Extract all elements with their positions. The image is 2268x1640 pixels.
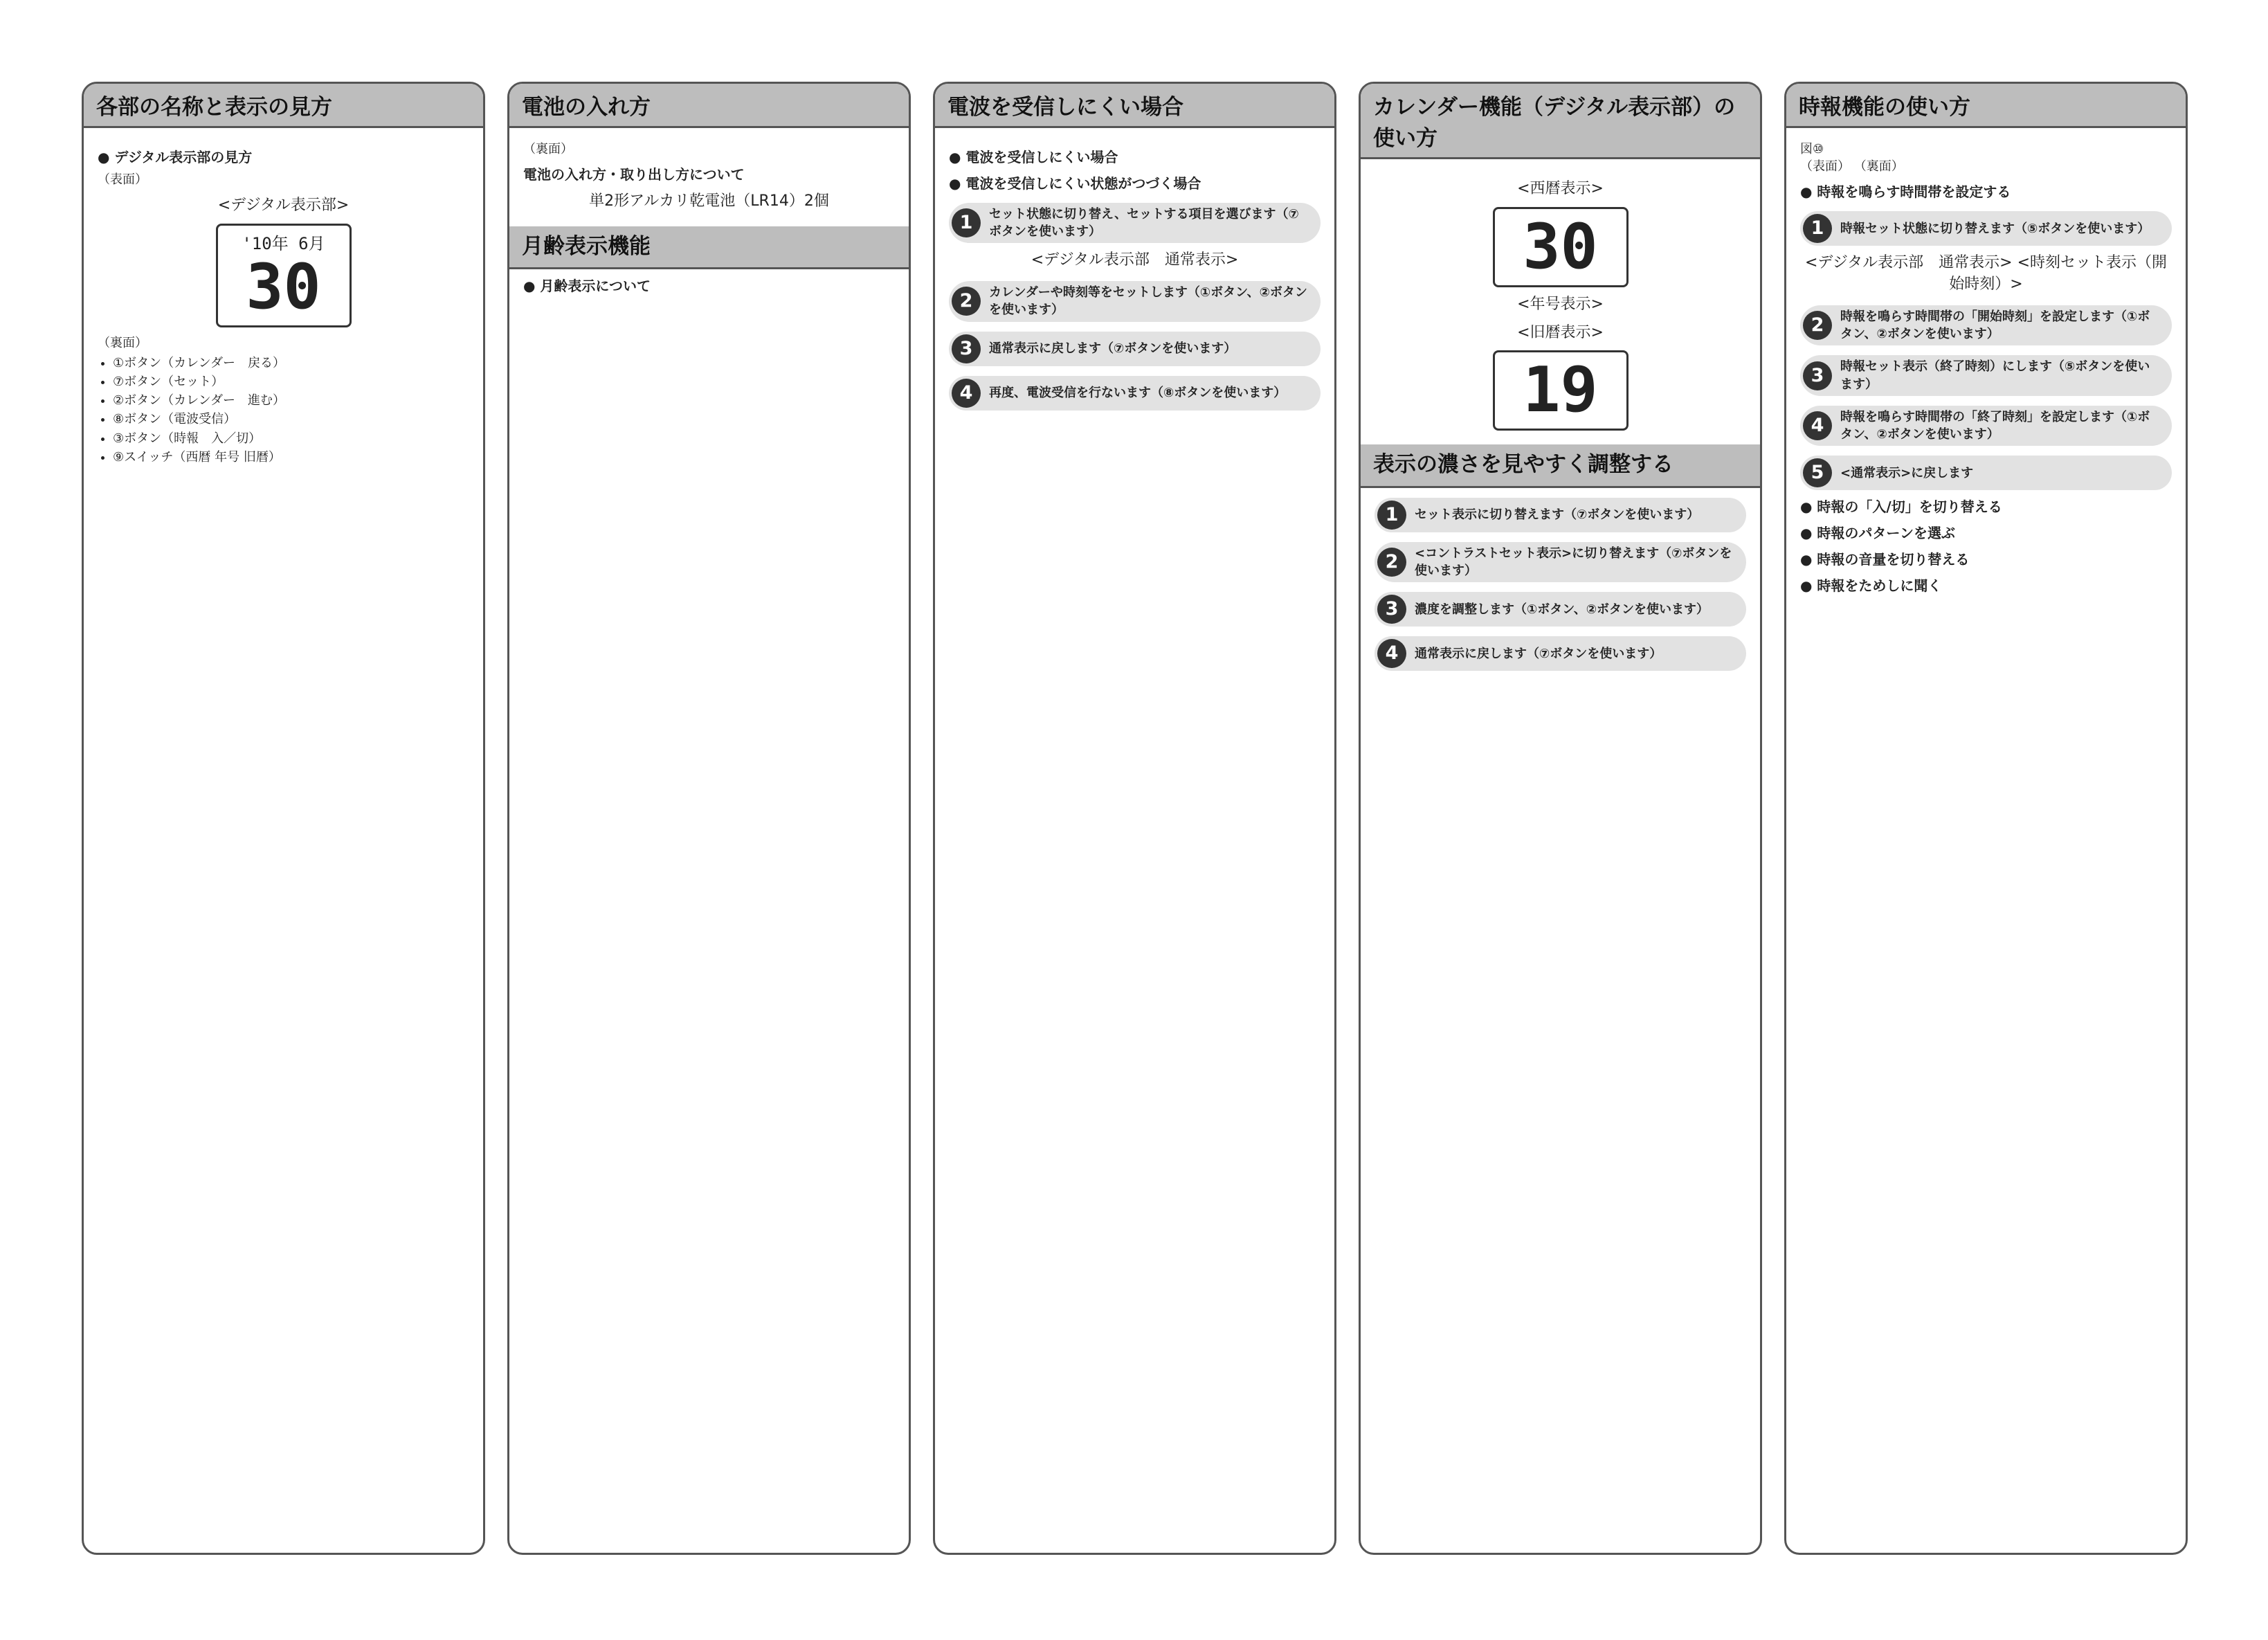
step-text: 通常表示に戻します（⑦ボタンを使います） (989, 341, 1237, 356)
section-body (1786, 128, 2186, 612)
step-text: <コントラストセット表示>に切り替えます（⑦ボタンを使います） (1415, 546, 1732, 578)
front-label: （表面） (1800, 159, 1850, 174)
section-header: 電池の入れ方 (509, 84, 909, 128)
step-2: 2 時報を鳴らす時間帯の「開始時刻」を設定します（①ボタン、②ボタンを使います） (1800, 305, 2172, 345)
battery-title: 電池の入れ方・取り出し方について (523, 166, 745, 183)
contrast-header: 表示の濃さを見やすく調整する (1361, 444, 1760, 487)
step-5: 5 <通常表示>に戻します (1800, 456, 2172, 490)
step-text: 時報を鳴らす時間帯の「終了時刻」を設定します（①ボタン、②ボタンを使います） (1840, 409, 2150, 442)
button-desc: • ⑧ボタン（電波受信） (113, 411, 469, 428)
back-label: （裏面） (523, 142, 573, 156)
button-desc: • ②ボタン（カレンダー 進む） (113, 392, 469, 409)
step-text: 時報を鳴らす時間帯の「開始時刻」を設定します（①ボタン、②ボタンを使います） (1840, 309, 2150, 342)
step-text: 時報セット状態に切り替えます（⑤ボタンを使います） (1840, 221, 2150, 236)
button-list (113, 354, 469, 466)
battery-type: 単2形アルカリ乾電池（LR14）2個 (589, 192, 829, 210)
step-4: 4 時報を鳴らす時間帯の「終了時刻」を設定します（①ボタン、②ボタンを使います） (1800, 406, 2172, 446)
normal-label: <デジタル表示部 通常表示> (1805, 254, 2013, 272)
subtitle: ● 電波を受信しにくい場合 (949, 149, 1118, 165)
step-text: 再度、電波受信を行ないます（⑧ボタンを使います） (989, 385, 1287, 400)
button-desc: • ⑨スイッチ（西暦 年号 旧暦） (113, 449, 469, 466)
column-calendar (1359, 82, 1762, 1555)
subtitle: ● 時報を鳴らす時間帯を設定する (1800, 183, 2011, 201)
button-desc: • ①ボタン（カレンダー 戻る） (113, 354, 469, 372)
section-body (84, 128, 483, 484)
subtitle: ● 時報のパターンを選ぶ (1800, 525, 1956, 542)
step-text: <通常表示>に戻します (1840, 465, 1974, 480)
lunar-label: <旧暦表示> (1517, 323, 1604, 341)
column-reception (933, 82, 1336, 1555)
lcd-day: 19 (1523, 354, 1598, 427)
step-1: 1 時報セット状態に切り替えます（⑤ボタンを使います） (1800, 211, 2172, 246)
step-text: セット状態に切り替え、セットする項目を選びます（⑦ボタンを使います） (989, 207, 1299, 240)
subtitle: ● 時報の音量を切り替える (1800, 551, 1970, 568)
moon-header: 月齢表示機能 (509, 226, 909, 269)
column-battery (507, 82, 911, 1555)
step-text: カレンダーや時刻等をセットします（①ボタン、②ボタンを使います） (989, 285, 1307, 318)
step-4: 4 再度、電波受信を行ないます（⑧ボタンを使います） (949, 376, 1321, 411)
button-desc: • ③ボタン（時報 入／切） (113, 430, 469, 447)
subtitle: ● デジタル表示部の見方 (98, 149, 253, 165)
start-label: <時刻セット表示（開始時刻）> (1949, 254, 2167, 294)
contrast-step-3: 3 濃度を調整します（①ボタン、②ボタンを使います） (1375, 592, 1746, 627)
subtitle: ● 時報の「入/切」を切り替える (1800, 498, 2002, 516)
western-label: <西暦表示> (1517, 180, 1604, 197)
section-header: 電波を受信しにくい場合 (935, 84, 1334, 128)
normal-label: <デジタル表示部 通常表示> (1031, 251, 1239, 269)
step-2: 2 カレンダーや時刻等をセットします（①ボタン、②ボタンを使います） (949, 281, 1321, 321)
subtitle: ● 時報をためしに聞く (1800, 577, 1942, 595)
back-label: （裏面） (1853, 159, 1904, 174)
button-desc: • ⑦ボタン（セット） (113, 373, 469, 390)
lcd-lunar (1493, 350, 1629, 431)
step-3: 3 時報セット表示（終了時刻）にします（⑤ボタンを使います） (1800, 355, 2172, 395)
section-body (509, 128, 909, 312)
fig-label: 図⑩ (1800, 142, 1824, 156)
era-label: <年号表示> (1517, 295, 1604, 313)
contrast-step-2: 2 <コントラストセット表示>に切り替えます（⑦ボタンを使います） (1375, 542, 1746, 582)
lcd-year: '10年 (242, 233, 289, 253)
column-parts-names (82, 82, 485, 1555)
lcd-western (1493, 207, 1629, 287)
section-header: カレンダー機能（デジタル表示部）の使い方 (1361, 84, 1760, 159)
section-header: 時報機能の使い方 (1786, 84, 2186, 128)
subtitle: ● 電波を受信しにくい状態がつづく場合 (949, 175, 1201, 192)
back-label: （裏面） (98, 335, 147, 350)
step-text: 濃度を調整します（①ボタン、②ボタンを使います） (1415, 602, 1709, 617)
step-1: 1 セット状態に切り替え、セットする項目を選びます（⑦ボタンを使います） (949, 203, 1321, 243)
step-text: 通常表示に戻します（⑦ボタンを使います） (1415, 646, 1662, 661)
column-time-signal (1784, 82, 2188, 1555)
section-body (935, 128, 1334, 429)
section-header: 各部の名称と表示の見方 (84, 84, 483, 128)
moon-subtitle: ● 月齢表示について (523, 278, 651, 295)
front-label: （表面） (98, 172, 147, 187)
lcd-day: 30 (246, 250, 321, 323)
lcd-day: 30 (1523, 210, 1598, 283)
section-body (1361, 159, 1760, 689)
lcd-display (216, 224, 352, 327)
contrast-step-1: 1 セット表示に切り替えます（⑦ボタンを使います） (1375, 498, 1746, 532)
lcd-month: 6月 (298, 233, 325, 253)
digital-label: <デジタル表示部> (217, 197, 350, 215)
step-text: 時報セット表示（終了時刻）にします（⑤ボタンを使います） (1840, 359, 2150, 392)
contrast-step-4: 4 通常表示に戻します（⑦ボタンを使います） (1375, 636, 1746, 671)
step-3: 3 通常表示に戻します（⑦ボタンを使います） (949, 332, 1321, 366)
step-text: セット表示に切り替えます（⑦ボタンを使います） (1415, 507, 1700, 523)
